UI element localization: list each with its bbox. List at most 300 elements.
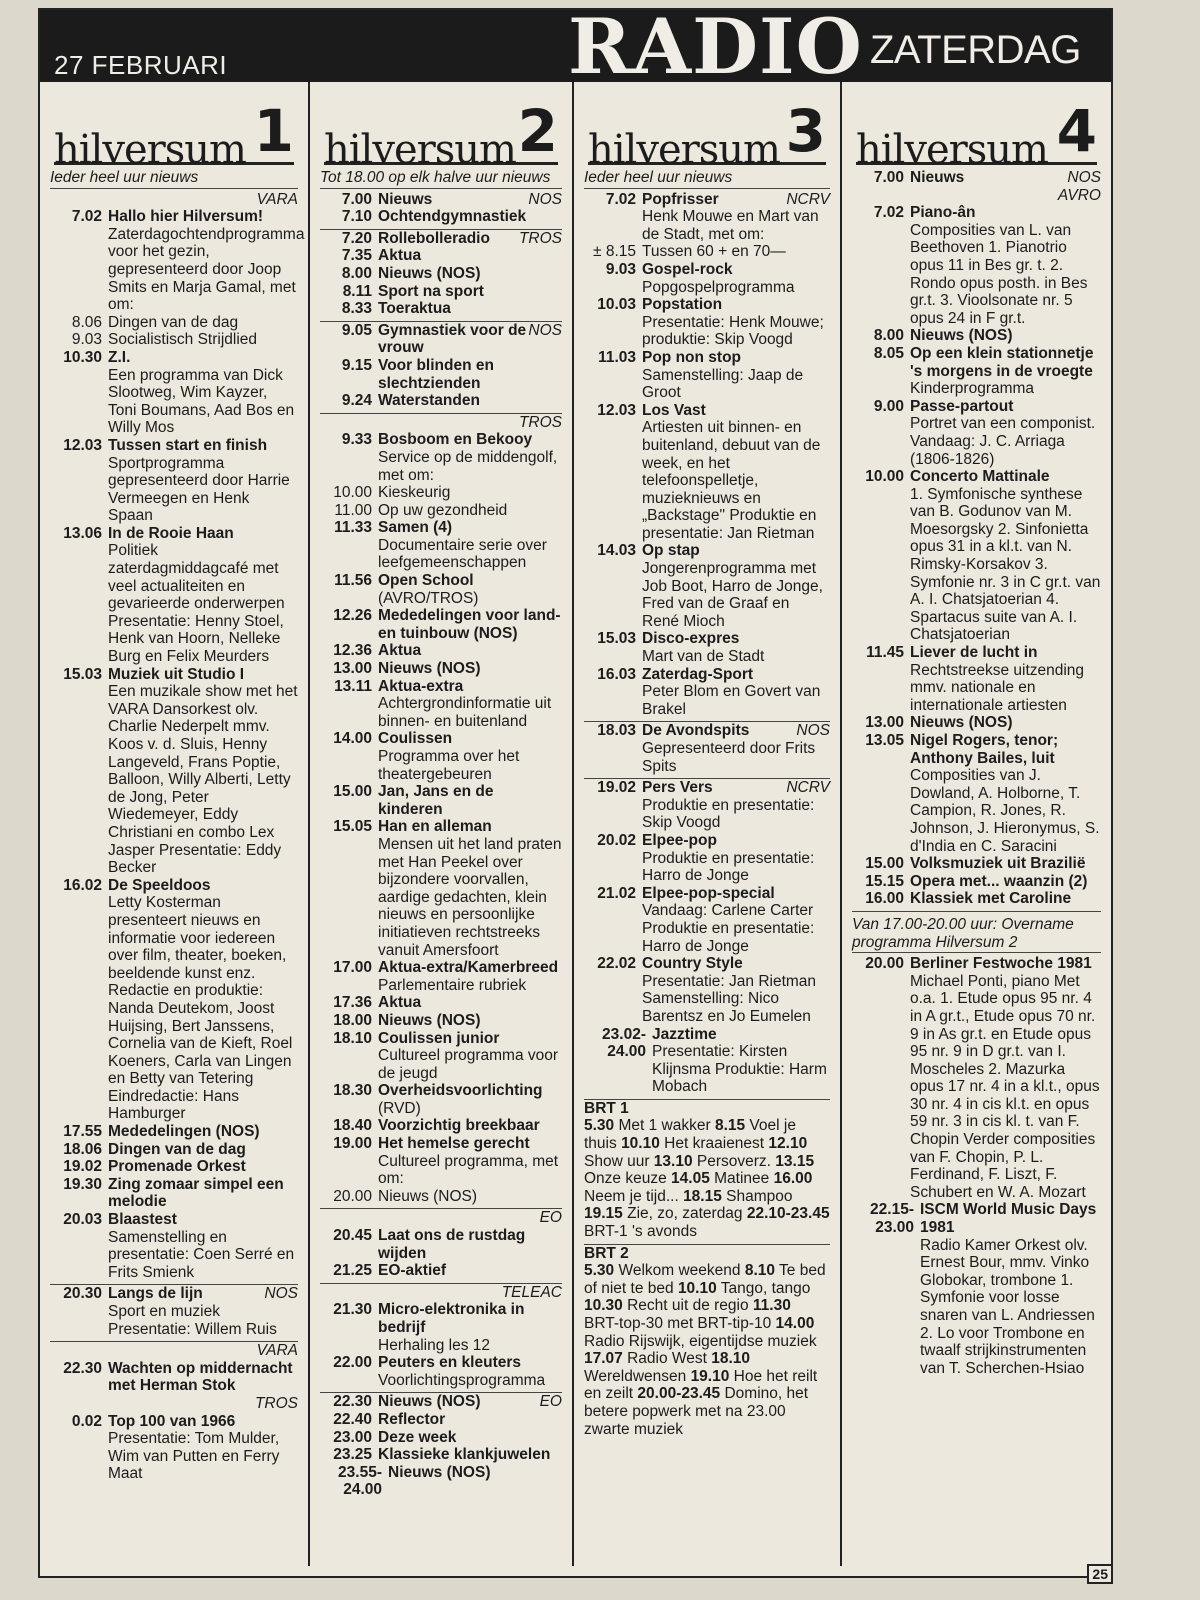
program-entry: [584, 349, 830, 402]
program-description: Kinderprogramma: [910, 380, 1035, 398]
broadcaster-label: VARA: [256, 190, 298, 208]
program-title: Klassiek met Caroline: [910, 890, 1072, 908]
program-entry: [320, 1393, 562, 1411]
brt2-schedule: [584, 1262, 830, 1438]
broadcaster-label: EO: [539, 1393, 562, 1411]
program-time: 8.11: [342, 282, 372, 300]
program-entry: [320, 502, 562, 520]
program-title: Deze week: [378, 1428, 457, 1446]
program-entry: [320, 1082, 562, 1117]
program-time: 15.15: [865, 872, 904, 890]
station-number: 1: [253, 97, 294, 165]
program-time: 9.03: [71, 331, 102, 349]
program-body: [378, 1082, 562, 1117]
broadcaster-label: TROS: [254, 1394, 298, 1412]
program-title: [378, 230, 562, 248]
program-body: [108, 1141, 298, 1159]
program-time: 16.03: [597, 665, 636, 683]
program-entry: [852, 890, 1101, 908]
program-body: [108, 314, 298, 332]
program-title: Gospel-rock: [642, 260, 733, 278]
brt-time: 8.10: [744, 1262, 776, 1280]
program-title: [378, 1393, 562, 1411]
program-body: [642, 542, 830, 630]
program-body: [108, 349, 298, 437]
program-title: Aktua: [378, 994, 422, 1012]
program-body: [910, 468, 1101, 644]
column-hilversum-1: [40, 82, 308, 1566]
program-entry: [852, 732, 1101, 855]
program-time: 11.03: [598, 348, 636, 366]
program-item: Tussen 60 + en 70—: [642, 243, 786, 261]
program-body: [642, 779, 830, 832]
program-description: Portret van een componist. Vandaag: J. C. Arriaga (1806-1826): [910, 415, 1096, 468]
brt-time: 13.15: [775, 1152, 815, 1170]
program-title-text: Popfrisser: [642, 190, 719, 208]
program-title: Bosboom en Bekooy: [378, 431, 533, 449]
program-body: [378, 1188, 562, 1206]
program-entry: [320, 818, 562, 959]
program-title: Volksmuziek uit Brazilië: [910, 855, 1086, 873]
program-entry: [852, 644, 1101, 714]
program-title: EO-aktief: [378, 1262, 447, 1280]
program-body: [642, 296, 830, 349]
brt1-label: BRT 1: [584, 1099, 629, 1117]
program-description: Herhaling les 12: [378, 1336, 491, 1354]
program-item: Dingen van de dag: [108, 313, 239, 331]
program-time: 21.30: [333, 1301, 372, 1319]
program-title: Reflector: [378, 1410, 446, 1428]
program-body: [642, 630, 830, 665]
program-title-text: Nieuws (NOS): [378, 1393, 481, 1411]
program-entry: [320, 1135, 562, 1188]
program-entry: [50, 349, 298, 437]
program-body: [378, 660, 562, 678]
program-entry: [584, 832, 830, 885]
program-entry: [584, 261, 830, 296]
program-body: [378, 1393, 562, 1411]
program-body: [910, 398, 1101, 468]
program-entry: [320, 283, 562, 301]
column-hilversum-3: [572, 82, 840, 1566]
program-title: Elpee-pop: [642, 831, 717, 849]
program-body: [910, 644, 1101, 714]
program-title: Jan, Jans en de kinderen: [378, 783, 494, 818]
program-body: [910, 890, 1101, 908]
program-time: 11.33: [334, 519, 372, 537]
station-name: hilversum: [856, 127, 1048, 174]
brt-time: 10.10: [677, 1279, 717, 1297]
program-title: Open School: [378, 572, 474, 590]
program-title: Disco-expres: [642, 630, 740, 648]
program-time: 9.24: [341, 392, 372, 410]
program-title: Nigel Rogers, tenor; Anthony Bailes, luit: [910, 732, 1059, 767]
program-body: [642, 955, 830, 1025]
program-description: Zaterdagochtendprogramma voor het gezin, gepresenteerd door Joop Smits en Marja Gamal, met om:: [108, 225, 305, 314]
program-entry: [50, 1176, 298, 1211]
program-time: 18.06: [63, 1140, 102, 1158]
program-time: 22.30: [63, 1359, 102, 1377]
brt-time: 13.10: [653, 1152, 693, 1170]
broadcaster-label: EO: [539, 1209, 562, 1227]
relay-note: Van 17.00-20.00 uur: Overname programma Hilversum 2: [852, 916, 1101, 953]
program-body: [910, 169, 1101, 187]
program-time: 17.00: [333, 959, 372, 977]
program-time: 7.02: [71, 208, 102, 226]
program-body: [378, 1354, 562, 1389]
program-entry: [50, 331, 298, 349]
program-body: [642, 885, 830, 955]
program-body: [378, 1030, 562, 1083]
program-entry: [320, 431, 562, 484]
program-entry: [584, 722, 830, 775]
program-title: Voor blinden en slechtzienden: [378, 356, 494, 392]
program-description: Produktie en presentatie: Harro de Jonge: [642, 849, 815, 885]
program-time: 15.00: [865, 855, 904, 873]
program-description: Cultureel programma voor de jeugd: [378, 1047, 559, 1082]
program-description: Artiesten uit binnen- en buitenland, debuut van de week, en het telefoonspelletje, muzieknieuws en „Backstage" Produktie en presentatie: Jan Rietman: [642, 419, 821, 542]
program-entry: [852, 855, 1101, 873]
program-title-text: Gymnastiek voor de vrouw: [378, 321, 527, 357]
brt2-label: BRT 2: [584, 1244, 629, 1262]
program-title: Overheidsvoorlichting: [378, 1082, 543, 1100]
program-time: 8.05: [873, 344, 904, 362]
brt-program: Welkom weekend: [614, 1262, 745, 1280]
program-body: [910, 955, 1101, 1201]
program-time: 8.33: [341, 300, 372, 318]
program-title-text: Nieuws: [378, 190, 433, 208]
program-entry: [50, 1141, 298, 1159]
program-time: 22.02: [597, 955, 636, 973]
program-description: (AVRO/TROS): [378, 589, 479, 607]
brt-program: Radio West: [622, 1350, 712, 1368]
program-description: Michael Ponti, piano Met o.a. 1. Etude opus 95 nr. 4 in A gr.t., Etude opus 70 nr. 9 in As gr.t. en Etude opus 95 nr. 9 in D gr.t. van I. Moscheles 2. Mazurka opus 17 nr. 4 in a kl.t., opus 30 nr. 4 in cis kl.t. en opus 59 nr. 3 in cis kl. t. van F. Chopin Verder composities van F. Chopin, P. L. Ferdinand, F. Liszt, F. Schubert en W. A. Mozart: [910, 972, 1100, 1201]
program-body: [108, 525, 298, 666]
program-body: [378, 1411, 562, 1429]
program-body: [642, 243, 830, 261]
program-entry: [584, 779, 830, 832]
program-entry: [584, 630, 830, 665]
program-title: Dingen van de dag: [108, 1140, 246, 1158]
station-header: [588, 82, 826, 174]
brt-time: 14.05: [671, 1170, 710, 1188]
program-time: 13.11: [334, 677, 372, 695]
program-title: Nieuws (NOS): [378, 660, 481, 678]
broadcaster-label: NOS: [528, 190, 562, 208]
program-body: [378, 247, 562, 265]
program-title: Nieuws (NOS): [910, 327, 1013, 345]
program-time: 19.02: [597, 779, 636, 797]
program-title: Nieuws (NOS): [910, 714, 1013, 732]
program-entry: [50, 1211, 298, 1281]
brt-program: Show uur: [584, 1152, 654, 1170]
program-body: [642, 349, 830, 402]
program-item: Nieuws (NOS): [378, 1187, 478, 1205]
program-body: [378, 208, 562, 226]
brt-program: Matinee: [709, 1170, 774, 1188]
program-time: 22.30: [333, 1393, 372, 1411]
program-description: Produktie en presentatie: Skip Voogd: [642, 796, 815, 832]
program-title: [378, 191, 562, 209]
program-title: Het hemelse gerecht: [378, 1135, 530, 1153]
program-time: 11.00: [334, 501, 372, 519]
program-time: 7.02: [605, 190, 636, 208]
program-title: Promenade Orkest: [108, 1158, 246, 1176]
program-time: 8.00: [873, 327, 904, 345]
program-body: [642, 722, 830, 775]
brt-time: 16.00: [773, 1170, 813, 1188]
brt-program: Tango, tango: [716, 1279, 811, 1297]
program-title: Han en alleman: [378, 818, 492, 836]
program-title: Zaterdag-Sport: [642, 665, 754, 683]
program-body: [378, 730, 562, 783]
broadcaster-label: NOS: [1067, 169, 1101, 186]
brt-time: 11.30: [752, 1297, 791, 1315]
program-body: [378, 283, 562, 301]
station-name: hilversum: [54, 127, 246, 174]
program-time: 20.00: [865, 955, 904, 973]
program-body: [108, 1360, 298, 1395]
program-title: Op een klein stationnetje 's morgens in de vroegte: [910, 344, 1094, 380]
program-title-text: Langs de lijn: [108, 1285, 203, 1303]
program-time: 16.02: [63, 876, 102, 894]
program-title: Mededelingen (NOS): [108, 1123, 260, 1141]
program-time: 17.55: [63, 1123, 102, 1141]
brt-program: Te bed of niet te bed: [584, 1262, 826, 1297]
program-time: 18.03: [597, 722, 636, 740]
program-body: [378, 1117, 562, 1135]
program-description: Documentaire serie over leefgemeenschappen: [378, 536, 547, 572]
program-entry: [320, 484, 562, 502]
header-bar: [40, 2, 1111, 91]
brt-program: Persoverz.: [692, 1152, 776, 1170]
program-time: 23.25: [333, 1446, 372, 1464]
program-body: [378, 783, 562, 818]
program-entry: [584, 296, 830, 349]
broadcaster-label: NCRV: [786, 779, 830, 797]
program-time: 15.05: [333, 818, 372, 836]
program-title-text: Pers Vers: [642, 779, 713, 797]
program-time: 20.45: [333, 1227, 372, 1245]
station-number: 4: [1056, 97, 1097, 165]
radio-listing-page: [38, 2, 1113, 1582]
program-body: [378, 431, 562, 484]
program-description: Presentatie: Kirsten Klijnsma Produktie: Harm Mobach: [652, 1043, 827, 1096]
station-name: hilversum: [588, 127, 780, 174]
program-body: [378, 392, 562, 410]
program-description: Programma over het theatergebeuren: [378, 748, 520, 783]
program-entry: [320, 660, 562, 678]
program-time: 7.10: [341, 208, 372, 226]
program-body: [642, 191, 830, 244]
program-title: Jazztime: [652, 1025, 717, 1043]
program-title: Concerto Mattinale: [910, 468, 1050, 486]
program-description: Voorlichtingsprogramma: [378, 1371, 546, 1389]
brt-time: 19.15: [584, 1205, 623, 1223]
program-time: 13.00: [865, 714, 904, 732]
brt-time: 14.00: [775, 1315, 815, 1332]
program-body: [378, 1227, 562, 1262]
program-entry: [320, 230, 562, 248]
program-description: (RVD): [378, 1099, 421, 1117]
program-time: 13.05: [865, 732, 904, 749]
program-time: 10.03: [597, 296, 636, 314]
brt-time: 18.10: [711, 1350, 751, 1368]
program-time: 0.02: [71, 1412, 102, 1430]
brt-program: Domino, het betere popwerk met na 23.00 zwarte muziek: [584, 1385, 809, 1438]
program-time: 22.00: [333, 1354, 372, 1372]
program-title: Blaastest: [108, 1211, 177, 1229]
program-entry: [320, 1354, 562, 1389]
broadcaster-label: NOS: [796, 722, 830, 740]
program-time: 7.02: [873, 204, 904, 222]
program-title: Wachten op middernacht met Herman Stok: [108, 1359, 293, 1395]
program-body: [642, 261, 830, 296]
program-time: 18.40: [333, 1117, 372, 1135]
program-entry: [50, 208, 305, 314]
program-description: Een programma van Dick Slootweg, Wim Kayzer, Toni Boumans, Aad Bos en Willy Mos: [108, 366, 295, 437]
program-entry: [50, 666, 298, 877]
program-entry: [50, 1360, 298, 1395]
news-note: Tot 18.00 op elk halve uur nieuws: [320, 169, 562, 189]
program-title: Top 100 van 1966: [108, 1412, 236, 1430]
program-description: Presentatie: Henk Mouwe; produktie: Skip Voogd: [642, 313, 824, 349]
program-title: Mededelingen voor land- en tuinbouw (NOS): [378, 607, 561, 642]
program-time: 12.26: [333, 607, 372, 625]
brt-time: 12.10: [768, 1135, 808, 1153]
program-entry: [320, 994, 562, 1012]
broadcaster-label: TROS: [518, 413, 562, 431]
program-time: 10.30: [63, 348, 102, 366]
program-entry: [320, 1117, 562, 1135]
program-time: 15.00: [333, 783, 372, 801]
program-title: Sport na sport: [378, 282, 484, 300]
program-description: Sportprogramma gepresenteerd door Harrie Vermeegen en Henk Spaan: [108, 454, 290, 525]
program-entry: [320, 607, 562, 642]
program-body: [378, 1429, 562, 1447]
program-body: [378, 519, 562, 572]
program-time: 16.00: [865, 890, 904, 908]
brt-program: Hoe het reilt en zeilt: [584, 1367, 818, 1403]
program-time: 7.00: [341, 190, 372, 208]
program-description: Jongerenprogramma met Job Boot, Harro de Jonge, Fred van de Graaf en René Mioch: [642, 560, 823, 630]
program-time: 18.10: [333, 1029, 372, 1047]
program-title: De Speeldoos: [108, 876, 211, 894]
program-body: [910, 714, 1101, 732]
brt-time: 10.10: [621, 1135, 660, 1153]
program-time: 12.36: [333, 642, 372, 660]
program-entry: [852, 345, 1101, 398]
program-description: Samenstelling en presentatie: Coen Serré en Frits Smienk: [108, 1228, 295, 1281]
program-description: Presentatie: Jan Rietman Samenstelling: Nico Barentsz en Jo Eumelen: [642, 972, 817, 1025]
program-description: Een muzikale show met het VARA Dansorkest olv. Charlie Nederpelt mmv. Koos v. d. Sluis, Henny Langeveld, Frans Poptie, Balloon, Willy Alberti, Letty de Jong, Peter Wiedemeyer, Eddy Christiani en combo Lex Jasper Presentatie: Eddy Becker: [108, 683, 298, 877]
program-description: Mart van de Stadt: [642, 648, 765, 666]
program-entry: [320, 1446, 562, 1464]
program-item: Op uw gezondheid: [378, 501, 508, 519]
program-entry: [320, 247, 562, 265]
program-body: [108, 1123, 298, 1141]
program-body: [108, 1211, 298, 1281]
program-title: Muziek uit Studio I: [108, 665, 245, 683]
program-title: Op stap: [642, 542, 700, 560]
program-description: 1. Symfonische synthese van B. Godunov van M. Moesorgsky 2. Sinfonietta opus 31 in a kl.t. van N. Rimsky-Korsakov 3. Symfonie nr. 3 in C gr.t. van A. I. Chatsjatoerian 4. Spartacus suite van A. I. Chatsjatoerian: [910, 485, 1101, 644]
program-body: [378, 959, 562, 994]
program-entry: [852, 169, 1101, 187]
brt-time: 8.15: [714, 1117, 746, 1135]
program-time: 11.56: [334, 572, 372, 590]
program-description: Gepresenteerd door Frits Spits: [642, 740, 816, 775]
program-time: 9.15: [341, 356, 372, 374]
program-body: [108, 877, 298, 1123]
program-title: Aktua-extra/Kamerbreed: [378, 959, 559, 977]
brt-program: BRT-1 's avonds: [584, 1223, 697, 1241]
page-number: 25: [1087, 1564, 1113, 1584]
program-entry: [50, 314, 298, 332]
program-entry: [852, 398, 1101, 468]
program-title: Zing zomaar simpel een melodie: [108, 1175, 284, 1211]
program-body: [108, 1176, 298, 1211]
program-body: [108, 1413, 298, 1483]
program-time: 10.00: [333, 484, 372, 502]
program-title: Coulissen: [378, 730, 453, 748]
program-title: Coulissen junior: [378, 1029, 500, 1047]
program-time: 19.30: [63, 1175, 102, 1193]
program-body: [910, 345, 1101, 398]
broadcaster-label: VARA: [256, 1342, 298, 1360]
program-title: Los Vast: [642, 401, 706, 419]
program-entry: [50, 1123, 298, 1141]
program-title: [642, 191, 830, 209]
program-time: 7.20: [341, 229, 372, 247]
broadcaster-label: NCRV: [786, 190, 830, 208]
program-body: [108, 331, 298, 349]
program-entry: [852, 468, 1101, 644]
program-title: [642, 779, 830, 797]
program-title: Peuters en kleuters: [378, 1354, 522, 1372]
program-title: Nieuws (NOS): [378, 1011, 481, 1029]
program-entry: [584, 402, 830, 543]
program-title: [642, 722, 830, 740]
program-body: [378, 1301, 562, 1354]
program-time: 13.00: [333, 660, 372, 678]
program-time: 14.03: [597, 542, 636, 560]
program-entry: [320, 208, 562, 226]
program-time: 7.00: [873, 169, 904, 186]
program-time: 11.45: [866, 644, 904, 662]
program-description: Samenstelling: Jaap de Groot: [642, 366, 804, 402]
program-entry: [320, 1301, 562, 1354]
program-entry: [584, 243, 830, 261]
header-date: 27 FEBRUARI: [54, 50, 228, 80]
program-time: 20.03: [63, 1211, 102, 1229]
program-entry: [320, 1188, 562, 1206]
program-time: 19.00: [333, 1135, 372, 1153]
program-title: Berliner Festwoche 1981: [910, 955, 1092, 973]
program-description: Cultureel programma, met om:: [378, 1152, 559, 1188]
program-entry: [852, 204, 1101, 327]
program-title: Z.I.: [108, 348, 131, 366]
program-entry: [320, 1411, 562, 1429]
program-title: [910, 169, 1101, 187]
program-body: [920, 1201, 1101, 1377]
program-time: 15.03: [63, 665, 102, 683]
program-title: Toeraktua: [378, 300, 451, 318]
program-body: [378, 191, 562, 209]
program-entry: [50, 437, 298, 525]
program-entry: [50, 1413, 298, 1483]
column-hilversum-2: [308, 82, 572, 1566]
brt1-schedule: [584, 1117, 830, 1240]
